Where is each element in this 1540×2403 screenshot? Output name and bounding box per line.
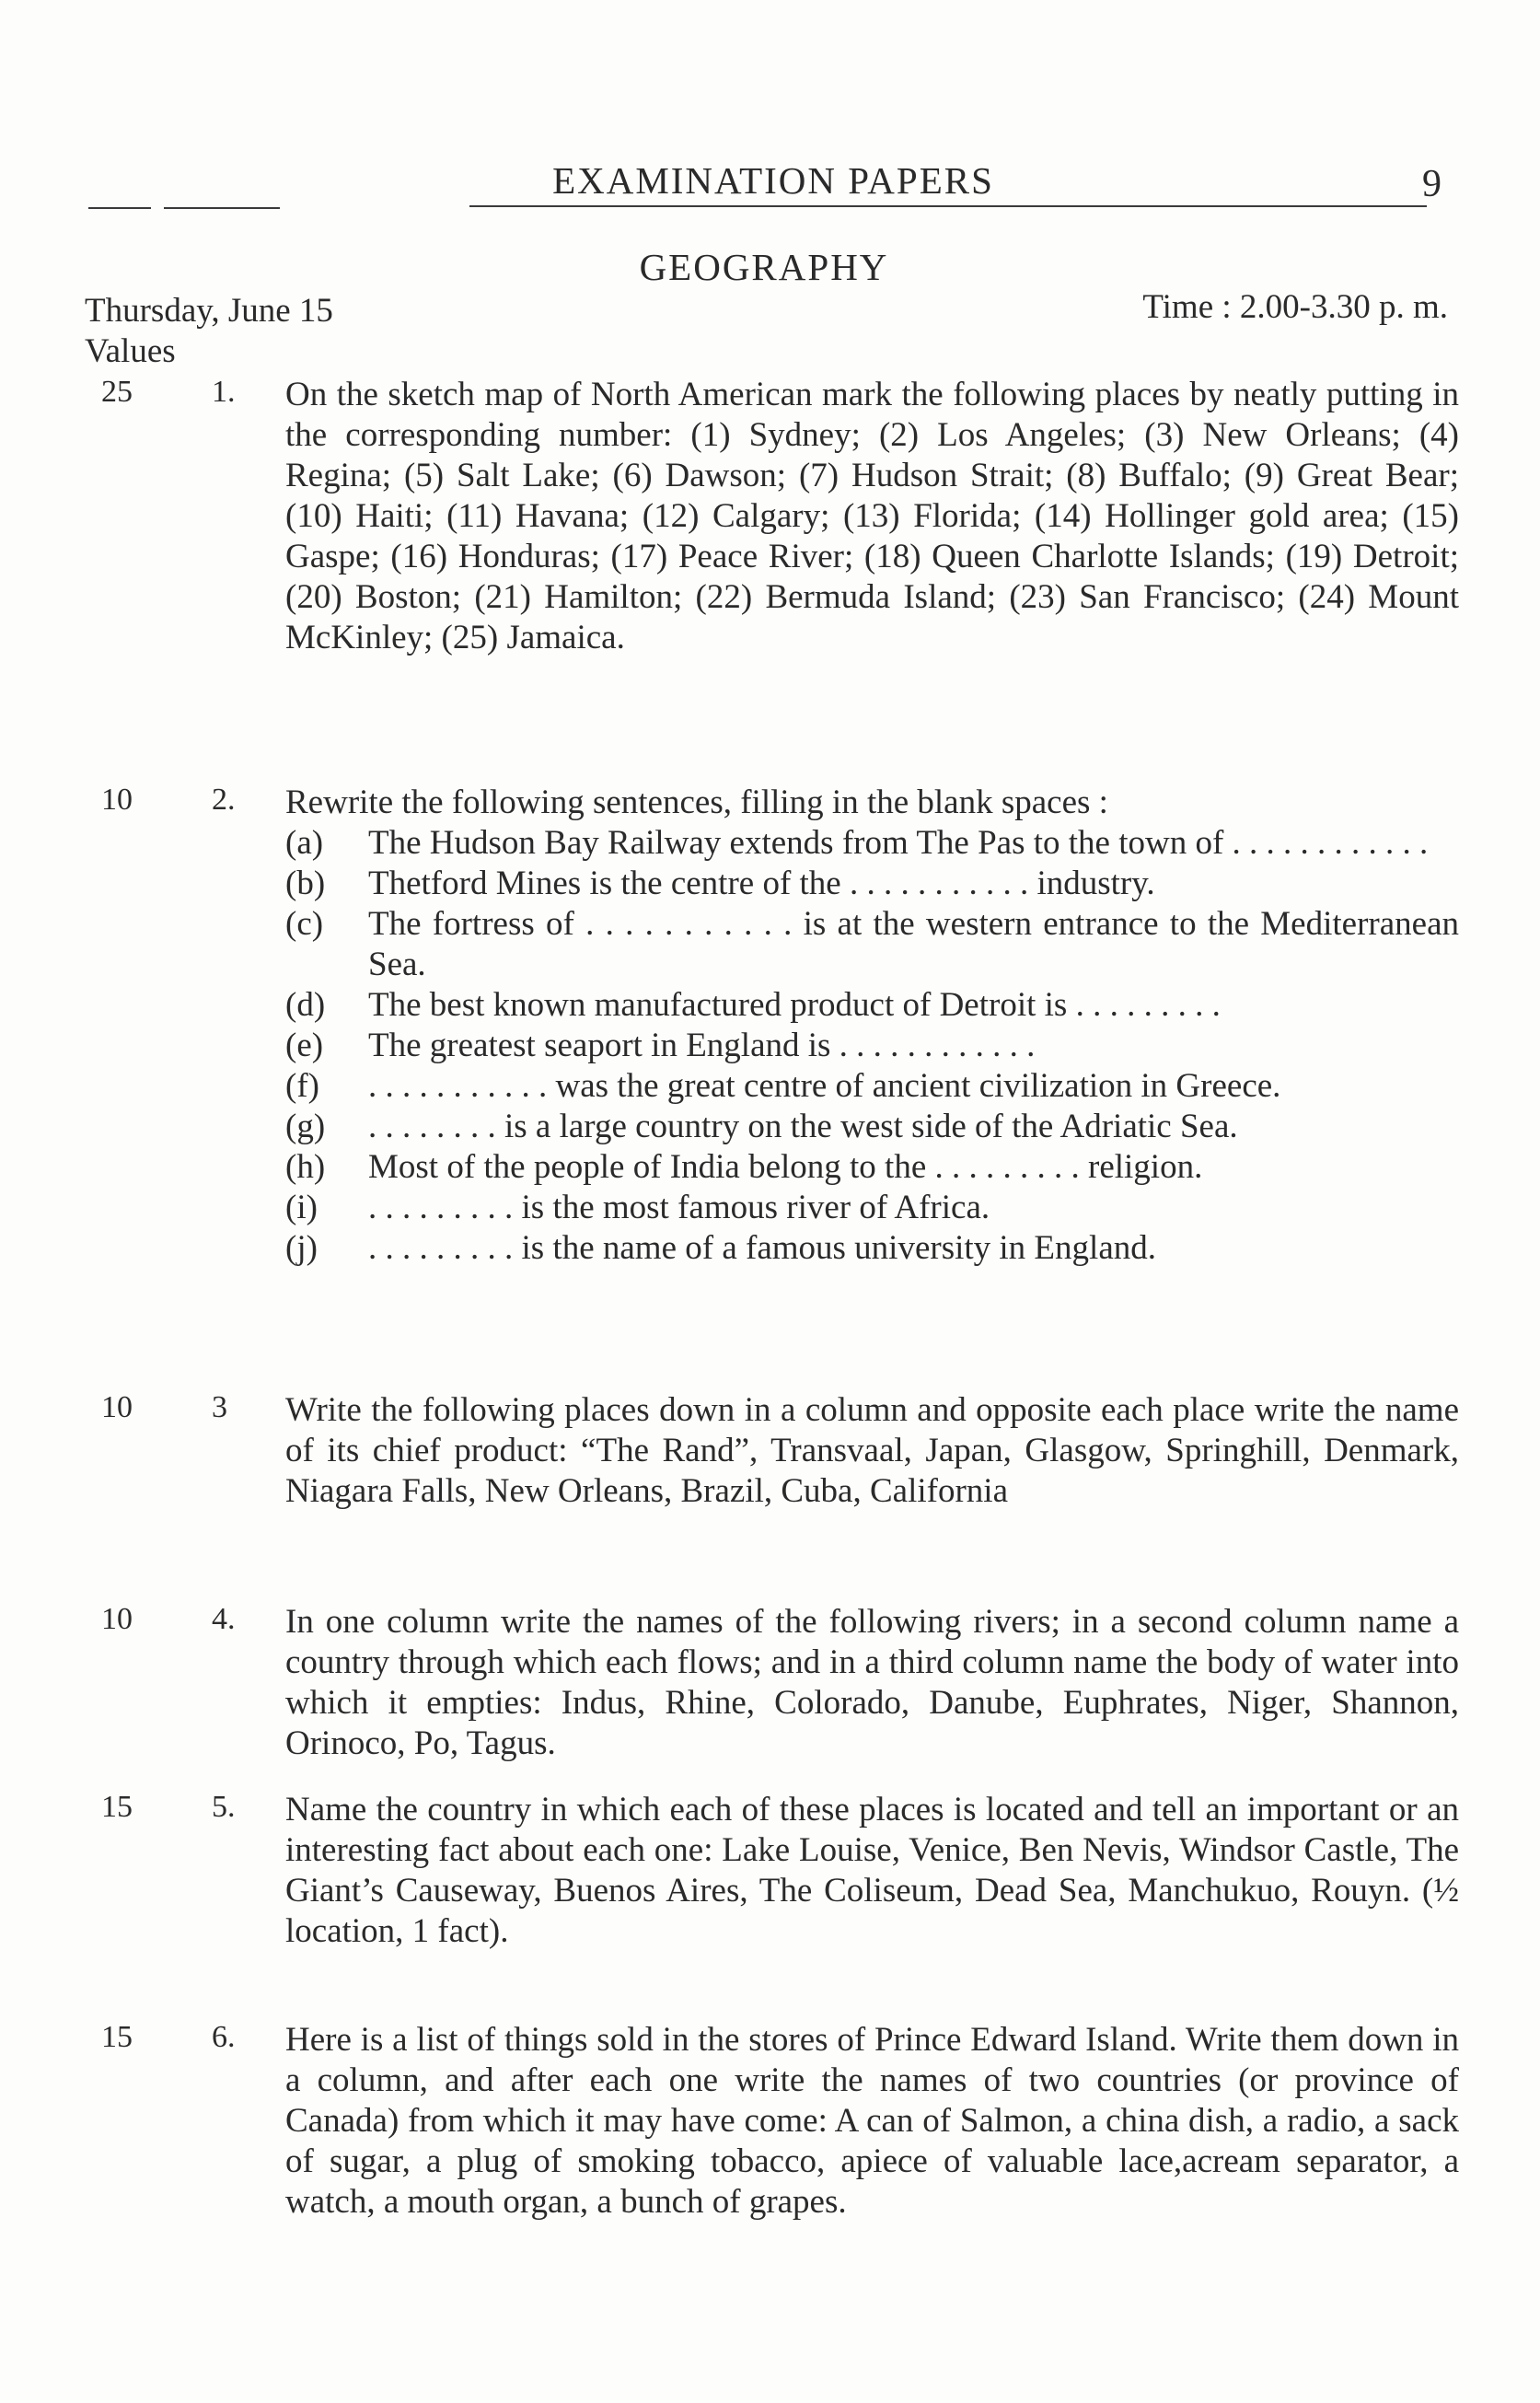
sub-question-i <box>285 1188 1459 1228</box>
sub-question-f <box>285 1066 1459 1107</box>
sub-question-b <box>285 864 1459 904</box>
question-text: Name the country in which each of these places is located and tell an important or an interesting fact about each one: Lake Louise, Venice, Ben Nevis, Windsor Castle, The Giant’s Causeway, Buenos Aires, The Coliseum, Dead Sea, Manchukuo, Rouyn. (½ location, 1 fact). <box>285 1791 1459 1950</box>
sub-question-text: Most of the people of India belong to the . . . . . . . . . religion. <box>368 1148 1203 1186</box>
sub-question-text: . . . . . . . . . is the name of a famous university in England. <box>368 1229 1156 1267</box>
subject-title: GEOGRAPHY <box>639 246 889 288</box>
sub-question-j <box>285 1228 1459 1269</box>
sub-question-text: . . . . . . . . . is the most famous river of Africa. <box>368 1189 990 1226</box>
sub-question-e <box>285 1026 1459 1066</box>
sub-question-label: (d) <box>285 986 326 1024</box>
sub-question-label: (h) <box>285 1148 326 1186</box>
question-value: 10 <box>101 783 133 817</box>
question-text: Here is a list of things sold in the stores of Prince Edward Island. Write them down in a column, and after each one write the names of two countries (or province of Canada) from which it may have come: A can of Salmon, a china dish, a radio, a sack of sugar, a plug of smoking tobacco, apiece of valuable lace,acream separator, a watch, a mouth organ, a bunch of grapes. <box>285 2021 1459 2221</box>
sub-question-label: (f) <box>285 1067 319 1105</box>
sub-question-text: The best known manufactured product of Detroit is . . . . . . . . . <box>368 986 1221 1024</box>
question-number: 4. <box>212 1602 236 1636</box>
sub-question-label: (a) <box>285 824 324 862</box>
header-rule-left-short <box>88 207 151 209</box>
sub-question-d <box>285 985 1459 1026</box>
sub-question-c <box>285 904 1459 985</box>
sub-question-a <box>285 823 1459 864</box>
sub-question-label: (i) <box>285 1189 318 1226</box>
question-number: 5. <box>212 1790 236 1824</box>
question-number: 1. <box>212 375 236 409</box>
question-text: On the sketch map of North American mark the following places by neatly putting in the corresponding number: (1) Sydney; (2) Los Angeles; (3) New Orleans; (4) Regina; (5) Salt Lake; (6) Dawson; (7) Hudson Strait; (8) Buffalo; (9) Great Bear; (10) Haiti; (11) Havana; (12) Calgary; (13) Florida; (14) Hollinger gold area; (15) Gaspe; (16) Honduras; (17) Peace River; (18) Queen Charlotte Islands; (19) Detroit; (20) Boston; (21) Hamilton; (22) Bermuda Island; (23) San Francisco; (24) Mount McKinley; (25) Jamaica. <box>285 376 1459 656</box>
sub-question-h <box>285 1147 1459 1188</box>
header-rule-main <box>469 205 1427 207</box>
sub-question-text: . . . . . . . . is a large country on the west side of the Adriatic Sea. <box>368 1108 1238 1145</box>
sub-question-g <box>285 1107 1459 1147</box>
page-number: 9 <box>1422 163 1442 205</box>
question-text: Write the following places down in a column and opposite each place write the name of its chief product: “The Rand”, Transvaal, Japan, Glasgow, Springhill, Denmark, Niagara Falls, New Orleans, Brazil, Cuba, California <box>285 1391 1459 1510</box>
sub-question-text: . . . . . . . . . . . was the great centre of ancient civilization in Greece. <box>368 1067 1281 1105</box>
question-number: 2. <box>212 783 236 817</box>
question-number: 6. <box>212 2020 236 2054</box>
sub-question-text: Thetford Mines is the centre of the . . . . . . . . . . . industry. <box>368 865 1155 902</box>
sub-question-label: (j) <box>285 1229 318 1267</box>
sub-question-text: The greatest seaport in England is . . . . . . . . . . . . <box>368 1027 1036 1064</box>
question-intro: Rewrite the following sentences, filling in the blank spaces : <box>285 784 1108 821</box>
question-value: 10 <box>101 1602 133 1636</box>
sub-question-text: The Hudson Bay Railway extends from The Pas to the town of . . . . . . . . . . . . <box>368 824 1429 862</box>
header-rule-left <box>164 207 280 209</box>
sub-question-label: (e) <box>285 1027 324 1064</box>
running-title: EXAMINATION PAPERS <box>552 159 994 202</box>
exam-time: Time : 2.00-3.30 p. m. <box>1142 288 1448 326</box>
question-value: 10 <box>101 1390 133 1424</box>
sub-question-text: The fortress of . . . . . . . . . . . is at the western entrance to the Mediterranean Sea. <box>368 905 1459 983</box>
sub-question-label: (g) <box>285 1108 326 1145</box>
question-body <box>285 783 1459 1269</box>
question-value: 15 <box>101 1790 133 1824</box>
question-value: 15 <box>101 2020 133 2054</box>
exam-date: Thursday, June 15 <box>85 292 333 330</box>
sub-question-label: (b) <box>285 865 326 902</box>
question-text: In one column write the names of the following rivers; in a second column name a country through which each flows; and in a third column name the body of water into which it empties: Indus, Rhine, Colorado, Danube, Euphrates, Niger, Shannon, Orinoco, Po, Tagus. <box>285 1603 1459 1762</box>
question-number: 3 <box>212 1390 227 1424</box>
values-column-label: Values <box>85 332 176 370</box>
question-value: 25 <box>101 375 133 409</box>
sub-question-label: (c) <box>285 905 324 943</box>
